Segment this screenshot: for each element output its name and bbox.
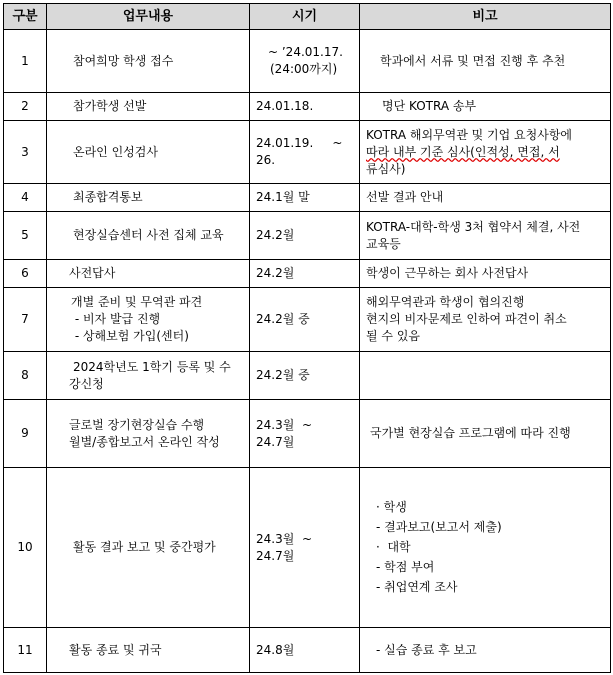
note-cell bbox=[360, 400, 611, 468]
when-cell bbox=[250, 288, 360, 352]
when-line: 24.2월 중 bbox=[256, 312, 310, 326]
task-cell: 활동 결과 보고 및 중간평가 bbox=[47, 468, 250, 628]
note-cell bbox=[360, 468, 611, 628]
when-line: 24.2월 bbox=[256, 266, 295, 280]
note-line: - 결과보고(보고서 제출) bbox=[376, 520, 502, 534]
note-cell bbox=[360, 260, 611, 288]
table-row bbox=[4, 352, 611, 400]
table-row bbox=[4, 93, 611, 121]
note-line: 될 수 있음 bbox=[366, 329, 420, 343]
header-no: 구분 bbox=[4, 4, 47, 30]
table-row bbox=[4, 121, 611, 184]
row-number: 2 bbox=[4, 93, 47, 121]
note-cell bbox=[360, 93, 611, 121]
table-row bbox=[4, 628, 611, 673]
when-line: 24.01.19. ~ bbox=[256, 136, 343, 150]
task-line: - 상해보험 가입(센터) bbox=[71, 329, 189, 343]
note-line: 국가별 현장실습 프로그램에 따라 진행 bbox=[370, 426, 571, 440]
row-number: 1 bbox=[4, 30, 47, 93]
when-cell bbox=[250, 468, 360, 628]
note-line: 따라 내부 기준 심사(인적성, 면접, 서 bbox=[366, 144, 560, 159]
table-row bbox=[4, 288, 611, 352]
when-line: (24:00까지) bbox=[270, 62, 338, 76]
schedule-table bbox=[3, 3, 611, 673]
row-number: 11 bbox=[4, 628, 47, 673]
when-line: 24.2월 bbox=[256, 228, 295, 242]
note-cell bbox=[360, 121, 611, 184]
task-line: 월별/종합보고서 온라인 작성 bbox=[69, 434, 220, 449]
header-when: 시기 bbox=[250, 4, 360, 30]
note-line: - 학점 부여 bbox=[376, 560, 435, 574]
row-number: 8 bbox=[4, 352, 47, 400]
note-line: 현지의 비자문제로 인하여 파견이 취소 bbox=[366, 312, 567, 326]
note-cell bbox=[360, 184, 611, 212]
when-line: 24.7월 bbox=[256, 548, 295, 563]
task-line: - 비자 발급 진행 bbox=[71, 312, 161, 326]
note-line: 선발 결과 안내 bbox=[366, 190, 444, 204]
note-cell bbox=[360, 212, 611, 260]
task-cell: 현장실습센터 사전 집체 교육 bbox=[47, 212, 250, 260]
task-cell bbox=[47, 352, 250, 400]
task-cell: 최종합격통보 bbox=[47, 184, 250, 212]
note-line: 류심사) bbox=[366, 161, 406, 176]
note-cell bbox=[360, 628, 611, 673]
note-cell bbox=[360, 352, 611, 400]
note-line: 해외무역관과 학생이 협의진행 bbox=[366, 295, 525, 309]
row-number: 9 bbox=[4, 400, 47, 468]
when-line: 24.8월 bbox=[256, 642, 295, 657]
when-cell bbox=[250, 30, 360, 93]
note-line: 학생이 근무하는 회사 사전답사 bbox=[366, 266, 529, 280]
table-row bbox=[4, 30, 611, 93]
when-line: 24.3월 ~ bbox=[256, 417, 312, 432]
when-cell bbox=[250, 628, 360, 673]
when-cell bbox=[250, 212, 360, 260]
row-number: 10 bbox=[4, 468, 47, 628]
table-row bbox=[4, 260, 611, 288]
note-line: 학과에서 서류 및 면접 진행 후 추천 bbox=[380, 53, 566, 68]
table-row bbox=[4, 400, 611, 468]
when-line: 26. bbox=[256, 153, 276, 167]
header-task: 업무내용 bbox=[47, 4, 250, 30]
row-number: 5 bbox=[4, 212, 47, 260]
table-row bbox=[4, 468, 611, 628]
row-number: 4 bbox=[4, 184, 47, 212]
task-cell: 활동 종료 및 귀국 bbox=[47, 628, 250, 673]
note-line: · 대학 bbox=[376, 540, 411, 554]
when-cell bbox=[250, 184, 360, 212]
note-line: 교육등 bbox=[366, 236, 401, 251]
note-line: KOTRA 해외무역관 및 기업 요청사항에 bbox=[366, 127, 573, 142]
when-line: ~ ’24.01.17. bbox=[268, 45, 343, 59]
when-line: 24.01.18. bbox=[256, 99, 314, 113]
task-cell: 온라인 인성검사 bbox=[47, 121, 250, 184]
when-line: 24.7월 bbox=[256, 434, 295, 449]
when-cell bbox=[250, 260, 360, 288]
when-line: 24.3월 ~ bbox=[256, 531, 312, 546]
task-cell: 참가학생 선발 bbox=[47, 93, 250, 121]
task-line: 강신청 bbox=[69, 376, 104, 391]
note-line: KOTRA-대학-학생 3처 협약서 체결, 사전 bbox=[366, 219, 581, 234]
when-line: 24.2월 중 bbox=[256, 368, 310, 382]
when-cell bbox=[250, 121, 360, 184]
table-row bbox=[4, 212, 611, 260]
row-number: 7 bbox=[4, 288, 47, 352]
note-line: - 실습 종료 후 보고 bbox=[376, 642, 477, 657]
when-cell bbox=[250, 93, 360, 121]
task-line: 2024학년도 1학기 등록 및 수 bbox=[73, 359, 231, 374]
row-number: 3 bbox=[4, 121, 47, 184]
row-number: 6 bbox=[4, 260, 47, 288]
header-note: 비고 bbox=[360, 4, 611, 30]
note-line: · 학생 bbox=[376, 500, 407, 514]
when-cell bbox=[250, 400, 360, 468]
task-cell: 참여희망 학생 접수 bbox=[47, 30, 250, 93]
header-row bbox=[4, 4, 611, 30]
task-cell: 사전답사 bbox=[47, 260, 250, 288]
note-cell bbox=[360, 288, 611, 352]
task-cell bbox=[47, 400, 250, 468]
task-cell bbox=[47, 288, 250, 352]
task-line: 개별 준비 및 무역관 파견 bbox=[71, 295, 203, 309]
when-line: 24.1월 말 bbox=[256, 190, 310, 204]
note-cell bbox=[360, 30, 611, 93]
note-line: 명단 KOTRA 송부 bbox=[382, 99, 477, 113]
when-cell bbox=[250, 352, 360, 400]
table-row bbox=[4, 184, 611, 212]
task-line: 글로벌 장기현장실습 수행 bbox=[69, 417, 205, 432]
note-line: - 취업연계 조사 bbox=[376, 580, 458, 594]
